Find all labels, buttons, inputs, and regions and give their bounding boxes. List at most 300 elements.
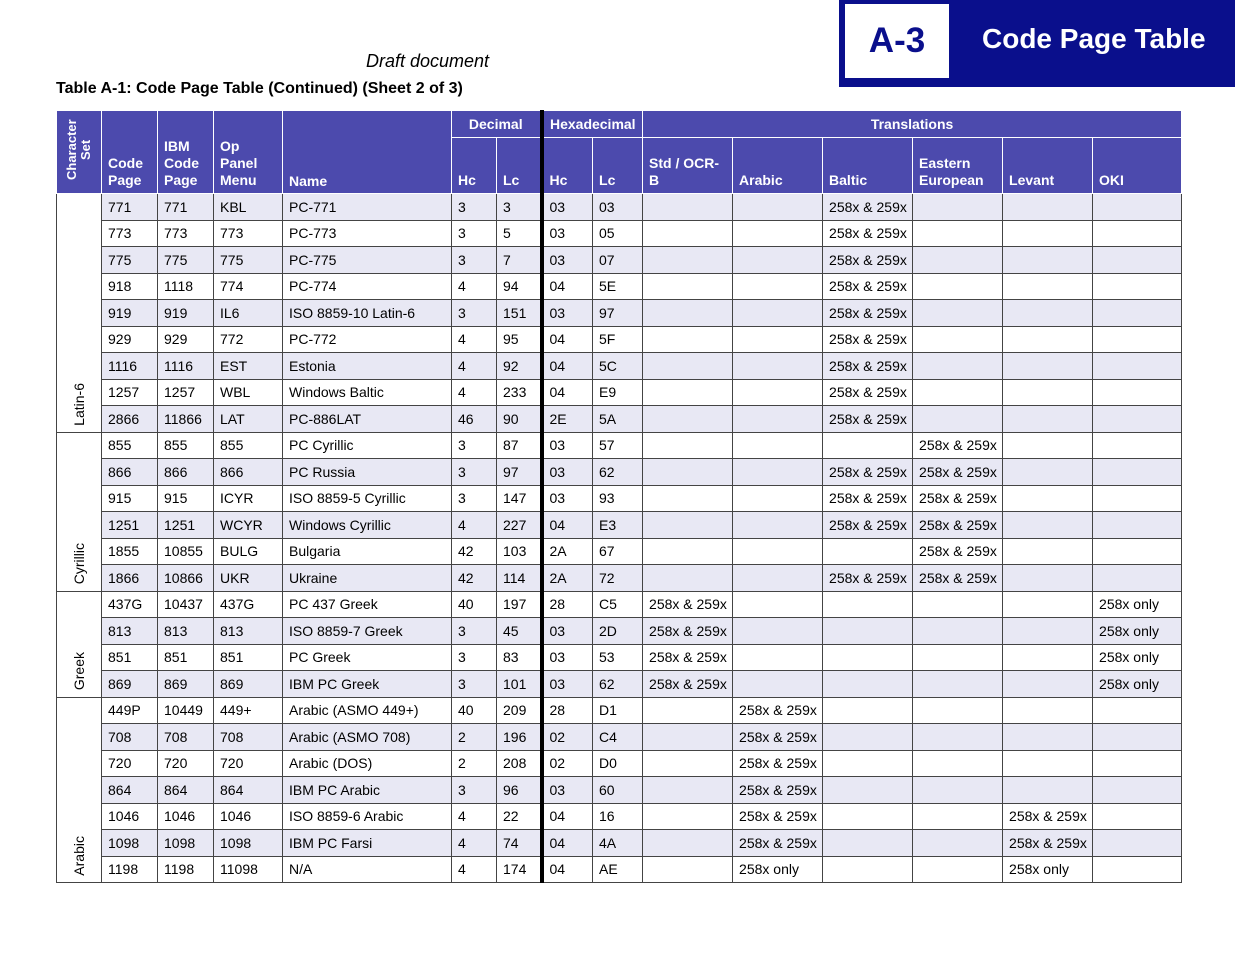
table-cell: 11098 [214,856,283,883]
table-cell: 87 [497,432,542,459]
table-cell: 11866 [158,406,214,433]
table-cell: 1098 [214,830,283,857]
table-row [57,591,1182,618]
table-cell: E3 [593,512,643,539]
table-cell: 258x & 259x [913,565,1003,592]
table-cell [823,591,913,618]
table-cell [643,750,733,777]
table-cell [1003,406,1093,433]
table-cell [733,300,823,327]
table-cell [1003,644,1093,671]
table-cell: 57 [593,432,643,459]
table-cell: 866 [102,459,158,486]
table-cell [823,777,913,804]
table-cell: 2 [452,750,497,777]
table-cell: 10866 [158,565,214,592]
table-cell [643,512,733,539]
table-cell [1003,220,1093,247]
table-cell [913,591,1003,618]
table-cell: 258x & 259x [733,830,823,857]
table-cell [1093,220,1182,247]
table-cell [643,406,733,433]
table-cell [823,538,913,565]
table-cell: 258x only [733,856,823,883]
table-cell: 03 [542,644,593,671]
table-cell: 3 [497,194,542,221]
table-cell: ISO 8859-7 Greek [283,618,452,645]
header-oki: OKI [1093,138,1182,194]
table-cell: 258x & 259x [823,220,913,247]
table-cell: 258x & 259x [1003,803,1093,830]
table-cell: 437G [102,591,158,618]
table-cell: 258x & 259x [733,750,823,777]
table-cell: 3 [452,247,497,274]
table-cell: PC-886LAT [283,406,452,433]
table-cell: 918 [102,273,158,300]
table-cell: 258x & 259x [733,724,823,751]
table-cell: PC 437 Greek [283,591,452,618]
table-cell: 258x & 259x [823,485,913,512]
table-cell: 28 [542,591,593,618]
table-cell [913,326,1003,353]
character-set-label: Cyrillic [71,543,87,585]
table-cell: 22 [497,803,542,830]
table-cell: 3 [452,220,497,247]
table-cell: 855 [102,432,158,459]
table-cell: 4 [452,512,497,539]
table-cell [643,247,733,274]
table-cell: 869 [214,671,283,698]
table-cell: ISO 8859-10 Latin-6 [283,300,452,327]
table-cell: 2A [542,565,593,592]
table-cell [913,273,1003,300]
table-cell: 93 [593,485,643,512]
table-cell: 10449 [158,697,214,724]
table-cell: 2E [542,406,593,433]
table-cell: 708 [214,724,283,751]
table-cell: 5 [497,220,542,247]
table-row [57,777,1182,804]
table-cell [913,830,1003,857]
table-cell [1003,273,1093,300]
table-cell [1093,777,1182,804]
table-cell: 96 [497,777,542,804]
table-cell [1003,538,1093,565]
table-cell: PC-772 [283,326,452,353]
table-cell: 1046 [102,803,158,830]
table-cell [1003,750,1093,777]
table-cell: 929 [102,326,158,353]
table-cell: 771 [102,194,158,221]
table-cell: 258x & 259x [643,591,733,618]
table-row [57,803,1182,830]
table-cell: 04 [542,830,593,857]
table-cell: 03 [542,671,593,698]
table-cell: PC Cyrillic [283,432,452,459]
table-row [57,750,1182,777]
table-cell [643,379,733,406]
table-cell: 62 [593,671,643,698]
table-cell: WCYR [214,512,283,539]
table-cell: 74 [497,830,542,857]
table-row [57,406,1182,433]
table-cell: 258x & 259x [643,618,733,645]
table-cell: 437G [214,591,283,618]
table-cell [913,379,1003,406]
table-cell [913,353,1003,380]
table-cell: 2A [542,538,593,565]
table-cell: D0 [593,750,643,777]
table-cell [823,644,913,671]
table-cell [643,538,733,565]
table-cell [1003,591,1093,618]
table-cell: BULG [214,538,283,565]
table-cell: 258x & 259x [733,697,823,724]
table-cell: PC-774 [283,273,452,300]
table-cell: 720 [102,750,158,777]
table-cell [643,459,733,486]
table-cell: 1098 [102,830,158,857]
table-cell [643,432,733,459]
character-set-label: Latin-6 [71,382,87,426]
table-cell: 90 [497,406,542,433]
table-row [57,326,1182,353]
table-cell: 03 [542,459,593,486]
table-cell [643,830,733,857]
table-cell: 258x & 259x [913,459,1003,486]
header-hex-hc: Hc [542,138,593,194]
table-cell: 1046 [158,803,214,830]
table-cell: D1 [593,697,643,724]
table-cell: 851 [158,644,214,671]
table-cell [1093,697,1182,724]
table-cell: UKR [214,565,283,592]
table-cell: 03 [542,220,593,247]
table-cell: 3 [452,432,497,459]
table-cell: 233 [497,379,542,406]
table-cell: 864 [102,777,158,804]
table-row [57,671,1182,698]
table-cell: 60 [593,777,643,804]
table-cell [913,618,1003,645]
table-cell [1003,565,1093,592]
character-set-label: Greek [71,652,87,691]
table-cell: 774 [214,273,283,300]
table-row [57,512,1182,539]
table-cell [733,432,823,459]
table-cell [1093,750,1182,777]
table-cell: 103 [497,538,542,565]
table-cell: 258x & 259x [823,326,913,353]
table-cell [1093,512,1182,539]
table-cell [1093,379,1182,406]
table-cell: 1257 [158,379,214,406]
table-cell [1093,247,1182,274]
table-cell: IL6 [214,300,283,327]
table-cell [913,300,1003,327]
table-cell [643,856,733,883]
table-row [57,618,1182,645]
table-cell [823,724,913,751]
table-cell: 258x & 259x [823,353,913,380]
header-character-set: Character Set [57,111,102,194]
table-cell [1003,247,1093,274]
table-cell: 1118 [158,273,214,300]
table-cell [643,220,733,247]
table-cell: 02 [542,724,593,751]
table-cell: 42 [452,565,497,592]
table-cell: 449+ [214,697,283,724]
table-cell: 258x & 259x [823,300,913,327]
table-cell [643,353,733,380]
table-cell [643,194,733,221]
table-cell: 2866 [102,406,158,433]
table-cell: 855 [158,432,214,459]
table-cell: 449P [102,697,158,724]
table-cell [913,220,1003,247]
table-cell [1003,300,1093,327]
table-cell: 45 [497,618,542,645]
table-cell: 95 [497,326,542,353]
table-cell: 4 [452,379,497,406]
table-row [57,830,1182,857]
header-eastern-european: Eastern European [913,138,1003,194]
table-cell [643,565,733,592]
table-cell: C5 [593,591,643,618]
chapter-title: Code Page Table [982,23,1206,54]
table-cell [913,247,1003,274]
table-cell: 720 [158,750,214,777]
character-set-group [57,591,102,697]
table-cell [913,406,1003,433]
table-cell [913,803,1003,830]
table-cell: 258x & 259x [823,273,913,300]
table-cell: 2 [452,724,497,751]
table-cell: 1116 [158,353,214,380]
table-cell: 1866 [102,565,158,592]
table-cell: 866 [214,459,283,486]
table-cell: ICYR [214,485,283,512]
table-cell [1093,459,1182,486]
table-cell: 258x & 259x [913,432,1003,459]
table-cell: 42 [452,538,497,565]
table-cell: 196 [497,724,542,751]
table-cell [823,618,913,645]
table-cell: 03 [593,194,643,221]
table-cell: 114 [497,565,542,592]
table-cell [733,512,823,539]
table-cell: N/A [283,856,452,883]
table-cell [1003,326,1093,353]
table-cell: 227 [497,512,542,539]
table-cell: 258x & 259x [733,777,823,804]
table-cell: 3 [452,644,497,671]
table-cell [733,591,823,618]
table-cell [1003,512,1093,539]
table-cell: 40 [452,697,497,724]
table-cell: PC-773 [283,220,452,247]
table-cell [733,618,823,645]
table-cell: WBL [214,379,283,406]
table-cell: 197 [497,591,542,618]
table-cell: 05 [593,220,643,247]
table-cell: 4 [452,353,497,380]
table-cell [823,432,913,459]
table-cell: 03 [542,194,593,221]
table-cell: 4 [452,803,497,830]
table-cell: 919 [102,300,158,327]
table-cell: 02 [542,750,593,777]
table-cell [733,247,823,274]
draft-label: Draft document [366,51,490,71]
table-cell [823,856,913,883]
table-cell: 46 [452,406,497,433]
table-cell: 775 [158,247,214,274]
table-cell: 5A [593,406,643,433]
table-cell [733,194,823,221]
table-cell: 258x & 259x [823,406,913,433]
table-cell [643,697,733,724]
table-cell [1093,432,1182,459]
table-cell [733,406,823,433]
table-cell [1003,432,1093,459]
table-row [57,273,1182,300]
table-cell [913,644,1003,671]
table-cell: 258x & 259x [643,671,733,698]
table-cell: 1116 [102,353,158,380]
table-cell [643,326,733,353]
table-row [57,220,1182,247]
header-group-translations: Translations [643,111,1182,138]
table-cell: 16 [593,803,643,830]
table-cell: 3 [452,777,497,804]
table-cell: Windows Cyrillic [283,512,452,539]
table-row [57,379,1182,406]
character-set-group [57,697,102,883]
chapter-tab [839,0,1235,87]
header-std-ocrb: Std / OCR-B [643,138,733,194]
header-arabic: Arabic [733,138,823,194]
table-cell: 1251 [102,512,158,539]
table-cell: 258x only [1093,591,1182,618]
table-cell: PC Greek [283,644,452,671]
table-cell: 813 [158,618,214,645]
table-cell: KBL [214,194,283,221]
table-cell [1003,353,1093,380]
table-cell: 94 [497,273,542,300]
header-baltic: Baltic [823,138,913,194]
table-cell [1093,803,1182,830]
table-row [57,724,1182,751]
table-cell [1093,538,1182,565]
header-hex-lc: Lc [593,138,643,194]
table-cell [643,803,733,830]
table-cell: 07 [593,247,643,274]
table-cell: 4 [452,830,497,857]
table-cell: 92 [497,353,542,380]
table-cell: 851 [102,644,158,671]
table-cell [733,353,823,380]
table-cell: 775 [214,247,283,274]
table-cell: 929 [158,326,214,353]
table-cell [643,777,733,804]
header-dec-hc: Hc [452,138,497,194]
table-cell: 04 [542,803,593,830]
table-cell [823,750,913,777]
table-row [57,485,1182,512]
table-cell [913,194,1003,221]
table-cell [1003,485,1093,512]
table-cell: 855 [214,432,283,459]
table-cell: 147 [497,485,542,512]
table-cell: 83 [497,644,542,671]
table-cell [1003,459,1093,486]
header-group-decimal: Decimal [452,111,542,138]
table-cell: 10855 [158,538,214,565]
table-cell [1093,856,1182,883]
table-cell: 258x only [1093,644,1182,671]
table-cell: 101 [497,671,542,698]
table-cell: 720 [214,750,283,777]
table-cell: 258x only [1003,856,1093,883]
table-cell: 151 [497,300,542,327]
table-cell: 258x & 259x [913,485,1003,512]
table-cell: 1251 [158,512,214,539]
table-cell: 258x & 259x [823,379,913,406]
table-cell: 4 [452,856,497,883]
character-set-group [57,194,102,433]
table-cell [913,724,1003,751]
table-cell: 03 [542,300,593,327]
table-cell: 04 [542,353,593,380]
table-cell: 869 [102,671,158,698]
table-cell: 5C [593,353,643,380]
table-cell: 258x only [1093,671,1182,698]
table-cell: LAT [214,406,283,433]
table-cell: 258x & 259x [823,194,913,221]
header-op-panel-menu: Op Panel Menu [214,111,283,194]
table-body [57,194,1182,883]
table-cell [823,671,913,698]
table-cell [1003,379,1093,406]
table-cell [1003,777,1093,804]
table-cell: 04 [542,379,593,406]
table-cell: 869 [158,671,214,698]
table-cell: 258x & 259x [733,803,823,830]
table-cell: 864 [214,777,283,804]
table-cell: AE [593,856,643,883]
table-cell: 3 [452,300,497,327]
table-cell: 258x & 259x [823,512,913,539]
table-cell: 708 [158,724,214,751]
table-cell: 5F [593,326,643,353]
table-cell: 1855 [102,538,158,565]
table-cell [643,300,733,327]
header-code-page: Code Page [102,111,158,194]
table-cell: PC-771 [283,194,452,221]
table-cell [733,326,823,353]
table-cell [643,485,733,512]
table-cell: IBM PC Arabic [283,777,452,804]
table-cell: 3 [452,459,497,486]
table-cell: Windows Baltic [283,379,452,406]
table-cell: 174 [497,856,542,883]
table-row [57,856,1182,883]
table-cell: 04 [542,273,593,300]
table-cell [913,777,1003,804]
table-cell: 864 [158,777,214,804]
table-cell: 708 [102,724,158,751]
